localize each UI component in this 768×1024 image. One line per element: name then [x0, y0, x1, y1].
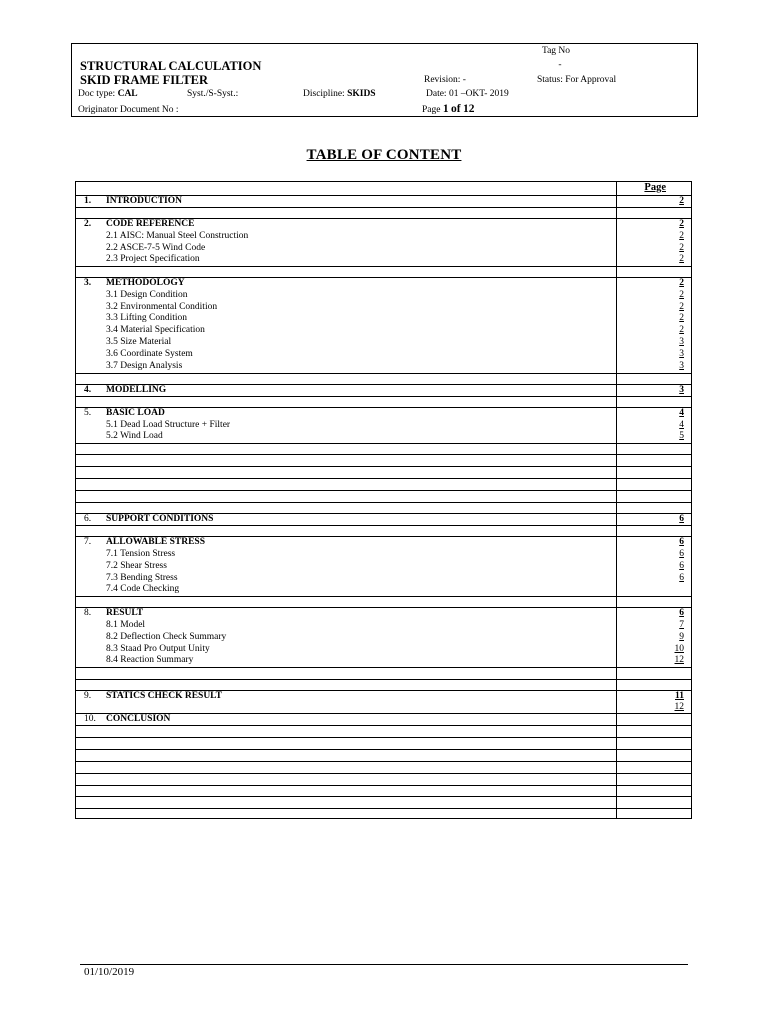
row-separator [76, 761, 691, 762]
toc-subsection-label: 3.3 Lifting Condition [106, 313, 188, 323]
row-separator [76, 525, 691, 526]
toc-page-number[interactable]: 3 [679, 337, 684, 347]
document-header [71, 43, 698, 117]
toc-page-number[interactable]: 11 [675, 691, 684, 701]
toc-page-number[interactable]: 5 [679, 431, 684, 441]
row-separator [76, 607, 691, 608]
toc-page-number[interactable]: 2 [679, 313, 684, 323]
toc-subsection-label: 3.2 Environmental Condition [106, 302, 218, 312]
toc-subsection-label: 8.4 Reaction Summary [106, 655, 194, 665]
toc-section-number: 8. [84, 608, 92, 618]
doc-type-value: CAL [117, 89, 138, 99]
toc-page-number[interactable]: 12 [674, 702, 684, 712]
toc-section-label: CODE REFERENCE [106, 219, 195, 229]
toc-section-label: INTRODUCTION [106, 196, 183, 206]
row-separator [76, 749, 691, 750]
revision-field: Revision: - [424, 75, 466, 85]
discipline-label: Discipline: [303, 89, 345, 99]
footer-date: 01/10/2019 [84, 966, 135, 978]
row-separator [76, 266, 691, 267]
toc-subsection-label: 7.4 Code Checking [106, 584, 180, 594]
row-separator [76, 785, 691, 786]
toc-subsection-label: 2.3 Project Specification [106, 254, 200, 264]
originator-field: Originator Document No : [78, 105, 179, 115]
toc-subsection-label: 3.6 Coordinate System [106, 349, 193, 359]
toc-subsection-label: 3.7 Design Analysis [106, 361, 183, 371]
tag-no-value-text: - [558, 60, 562, 70]
toc-page-number[interactable]: 2 [679, 254, 684, 264]
row-separator [76, 596, 691, 597]
toc-page-number[interactable]: 2 [679, 302, 684, 312]
toc-section-number: 5. [84, 408, 92, 418]
blank-cell [531, 102, 697, 117]
toc-page-number[interactable]: 4 [679, 420, 684, 430]
toc-section-label: METHODOLOGY [106, 278, 185, 288]
toc-subsection-label: 8.3 Staad Pro Output Unity [106, 644, 210, 654]
toc-section-number: 6. [84, 514, 92, 524]
toc-page-number[interactable]: 12 [674, 655, 684, 665]
toc-page-number[interactable]: 3 [679, 361, 684, 371]
row-separator [76, 490, 691, 491]
toc-section-label: BASIC LOAD [106, 408, 165, 418]
page-column-header: Page [644, 182, 666, 193]
toc-subsection-label: 7.2 Shear Stress [106, 561, 167, 571]
row-separator [76, 373, 691, 374]
toc-section-number: 9. [84, 691, 92, 701]
tag-no-label: Tag No [541, 46, 571, 56]
toc-section-label: STATICS CHECK RESULT [106, 691, 222, 701]
page-field [415, 102, 531, 117]
toc-section-label: MODELLING [106, 385, 167, 395]
toc-page-number[interactable]: 2 [679, 231, 684, 241]
title-cell [72, 44, 415, 87]
toc-subsection-label: 7.1 Tension Stress [106, 549, 176, 559]
toc-section-number: 1. [84, 196, 92, 206]
toc-subsection-label: 7.3 Bending Stress [106, 573, 178, 583]
row-separator [76, 808, 691, 809]
toc-page-number[interactable]: 3 [679, 385, 684, 395]
row-separator [76, 454, 691, 455]
toc-section-label: ALLOWABLE STRESS [106, 537, 205, 547]
row-separator [76, 443, 691, 444]
toc-section-label: RESULT [106, 608, 144, 618]
toc-section-label: CONCLUSION [106, 714, 171, 724]
toc-section-number: 3. [84, 278, 92, 288]
toc-page-number[interactable]: 4 [679, 408, 684, 418]
toc-page-number[interactable]: 6 [679, 561, 684, 571]
row-separator [76, 725, 691, 726]
toc-page-number[interactable]: 2 [679, 290, 684, 300]
row-separator [76, 478, 691, 479]
toc-table [75, 181, 692, 819]
toc-page-number[interactable]: 10 [674, 644, 684, 654]
toc-page-number[interactable]: 2 [679, 219, 684, 229]
date-field: Date: 01 –OKT- 2019 [426, 89, 509, 99]
toc-page-number[interactable]: 2 [679, 243, 684, 253]
discipline-field [297, 87, 415, 101]
toc-page-number[interactable]: 6 [679, 573, 684, 583]
page-total: 12 [462, 103, 475, 115]
toc-page-number[interactable]: 6 [679, 608, 684, 618]
toc-page-number[interactable]: 3 [679, 349, 684, 359]
toc-subsection-label: 3.1 Design Condition [106, 290, 188, 300]
page-label: Page [422, 105, 441, 115]
document-title: STRUCTURAL CALCULATION [80, 59, 262, 73]
row-separator [76, 466, 691, 467]
toc-section-number: 7. [84, 537, 92, 547]
row-separator [76, 396, 691, 397]
toc-page-number[interactable]: 2 [679, 278, 684, 288]
toc-page-number[interactable]: 6 [679, 537, 684, 547]
toc-subsection-label: 5.1 Dead Load Structure + Filter [106, 420, 231, 430]
row-separator [76, 667, 691, 668]
status-field: Status: For Approval [537, 75, 617, 85]
toc-subsection-label: 8.1 Model [106, 620, 146, 630]
document-subtitle: SKID FRAME FILTER [80, 73, 209, 87]
footer-line [80, 964, 688, 965]
toc-page-number[interactable]: 9 [679, 632, 684, 642]
page-current: 1 [442, 103, 449, 115]
toc-section-number: 4. [84, 385, 92, 395]
doc-type-field [72, 87, 181, 101]
toc-page-number[interactable]: 6 [679, 514, 684, 524]
syst-field: Syst./S-Syst.: [187, 89, 239, 99]
toc-page-number[interactable]: 6 [679, 549, 684, 559]
toc-subsection-label: 5.2 Wind Load [106, 431, 163, 441]
tag-no-value [415, 59, 697, 73]
toc-subsection-label: 3.5 Size Material [106, 337, 172, 347]
toc-page-number[interactable]: 2 [679, 325, 684, 335]
row-separator [76, 502, 691, 503]
row-separator [76, 384, 691, 385]
doc-type-label: Doc type: [78, 89, 116, 99]
toc-subsection-label: 2.1 AISC: Manual Steel Construction [106, 231, 249, 241]
page-of: of [450, 103, 461, 115]
toc-subsection-label: 8.2 Deflection Check Summary [106, 632, 227, 642]
toc-section-number: 2. [84, 219, 92, 229]
row-separator [76, 737, 691, 738]
row-separator [76, 796, 691, 797]
toc-section-number: 10. [84, 714, 96, 724]
toc-page-number[interactable]: 7 [679, 620, 684, 630]
discipline-value: SKIDS [347, 89, 376, 99]
toc-page-number[interactable]: 2 [679, 196, 684, 206]
toc-subsection-label: 3.4 Material Specification [106, 325, 205, 335]
toc-heading: TABLE OF CONTENT [306, 147, 462, 163]
toc-subsection-label: 2.2 ASCE-7-5 Wind Code [106, 243, 206, 253]
row-separator [76, 773, 691, 774]
row-separator [76, 207, 691, 208]
row-separator [76, 407, 691, 408]
toc-section-label: SUPPORT CONDITIONS [106, 514, 214, 524]
row-separator [76, 679, 691, 680]
